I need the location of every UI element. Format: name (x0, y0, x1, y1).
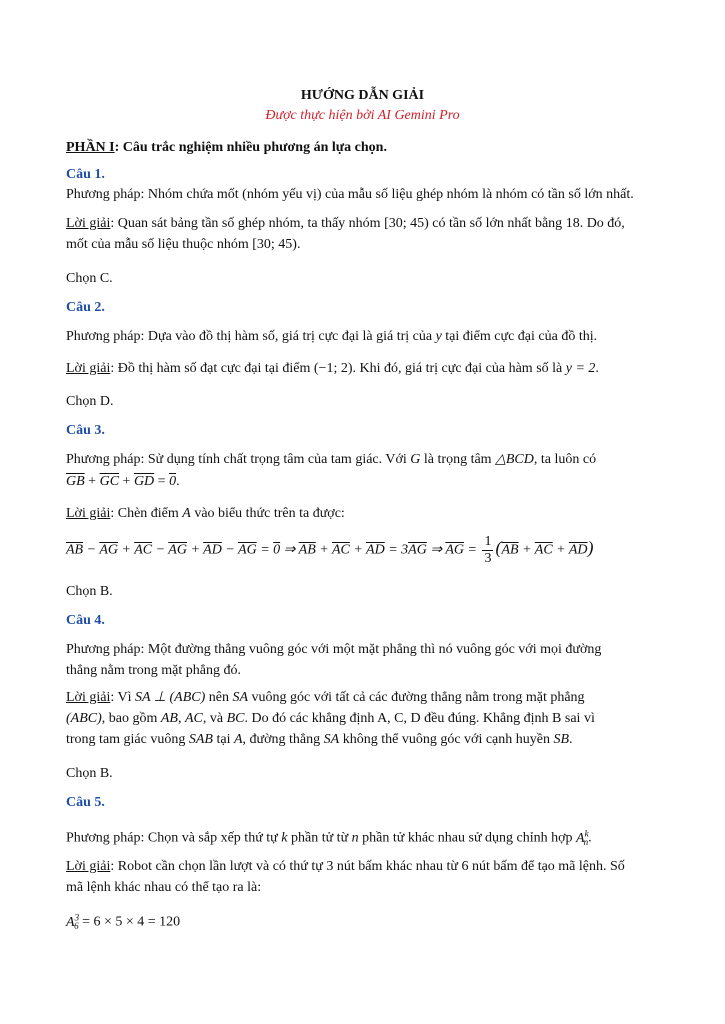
question-4-title: Câu 4. (66, 613, 105, 628)
question-5-solution: Lời giải: Robot cần chọn lần lượt và có thứ tự 3 nút bấm khác nhau từ 6 nút bấm để tạo mã lệnh. Số mã lệnh khác nhau có thể tạo ra là: (66, 859, 625, 895)
question-3-title: Câu 3. (66, 423, 105, 438)
solution-label: Lời giải (66, 859, 111, 874)
solution-label: Lời giải (66, 506, 111, 521)
question-4-answer: Chọn B. (66, 766, 113, 781)
part-heading (66, 137, 666, 158)
question-4-solution: Lời giải: Vì SA ⊥ (ABC) nên SA vuông góc với tất cả các đường thẳng nằm trong mặt phẳng (ABC), bao gồm AB, AC, và BC. Do đó các khẳng định A, C, D đều đúng. Khẳng định B sai vì trong tam giác vuông SAB tại A, đường thẳng SA không thể vuông góc với cạnh huyền SB. (66, 690, 595, 747)
point: (−1; 2) (313, 361, 353, 376)
question-1-title: Câu 1. (66, 167, 105, 182)
question-2-method: Phương pháp: Dựa vào đồ thị hàm số, giá trị cực đại là giá trị của y tại điểm cực đại của đồ thị. (66, 329, 598, 344)
fraction: $\frac{1}{3}$ (484, 534, 492, 566)
question-2-title: Câu 2. (66, 300, 105, 315)
question-5-result: $A^3_6 = 6 \times 5 \times 4 = 120$ (66, 912, 181, 932)
vector-equation: $\overline{AB} - \overline{AG} + \overline{AC} - \overline{AG} + \overline{AD} - \overline{AG} = 0$ ⇒ $\overline{AB} + \overline{AC} + \overline{AD} = 3\overline{AG}$ ⇒ $\overline{AG}$ = $\frac{1}{3}$ $(\overline{AB} + \overline{AC} + \overline{AD})$ (66, 534, 594, 566)
question-4-method: Phương pháp: Một đường thẳng vuông góc với một mặt phẳng thì nó vuông góc với mọi đường thẳng nằm trong mặt phẳng đó. (66, 642, 602, 678)
question-2-answer: Chọn D. (66, 394, 114, 409)
question-1-answer: Chọn C. (66, 271, 113, 286)
solution-label: Lời giải (66, 216, 111, 231)
question-5-method: Phương pháp: Chọn và sắp xếp thứ tự k phần tử từ n phần tử khác nhau sử dụng chỉnh hợp $A^k_n$. (66, 828, 592, 848)
question-1-solution: Lời giải: Quan sát bảng tần số ghép nhóm, ta thấy nhóm [30; 45) có tần số lớn nhất bằng 18. Do đó, mốt của mẫu số liệu thuộc nhóm [30; 45). (66, 216, 625, 252)
page-subtitle: Được thực hiện bởi AI Gemini Pro (265, 108, 460, 123)
question-1-method: Phương pháp: Nhóm chứa mốt (nhóm yếu vị) của mẫu số liệu ghép nhóm là nhóm có tần số lớn nhất. (66, 187, 634, 202)
question-3-method: Phương pháp: Sử dụng tính chất trọng tâm của tam giác. Với G là trọng tâm △BCD, ta luôn có (66, 452, 597, 467)
question-2-solution: Lời giải: Đồ thị hàm số đạt cực đại tại điểm (−1; 2). Khi đó, giá trị cực đại của hàm số là y = 2. (66, 361, 599, 376)
interval: [30; 45) (384, 216, 429, 231)
question-3-solution: Lời giải: Chèn điểm A vào biểu thức trên ta được: (66, 506, 345, 521)
question-5-title: Câu 5. (66, 795, 105, 810)
part-label: PHẦN I (66, 140, 115, 155)
solution-label: Lời giải (66, 690, 111, 705)
solution-label: Lời giải (66, 361, 111, 376)
arrangement-symbol: $A^k_n$ (576, 828, 589, 848)
page-title: HƯỚNG DẪN GIẢI (300, 88, 425, 103)
part-text: : Câu trắc nghiệm nhiều phương án lựa chọn. (114, 140, 387, 155)
centroid-identity: $\overline{GB} + \overline{GC} + \overline{GD} = 0$. (66, 474, 180, 489)
question-3-answer: Chọn B. (66, 584, 113, 599)
